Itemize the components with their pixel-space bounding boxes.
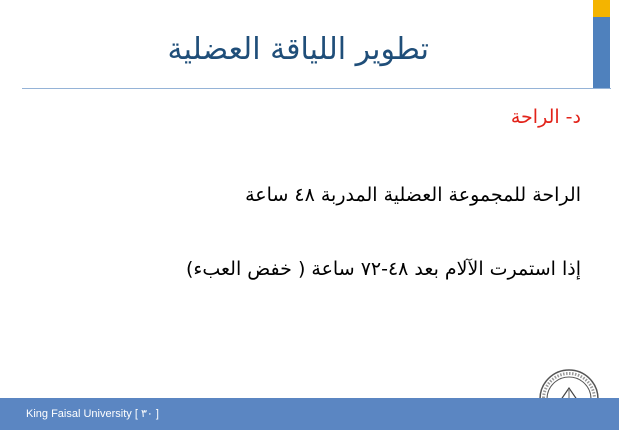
- accent-bar: [593, 17, 610, 88]
- slide-title: تطوير اللياقة العضلية: [167, 32, 429, 67]
- accent-bar-top: [593, 0, 610, 17]
- footer-bar: [0, 398, 619, 430]
- paragraph-1: الراحة للمجموعة العضلية المدربة ٤٨ ساعة: [245, 184, 581, 206]
- title-divider: [22, 88, 611, 89]
- slide-content: [21, 106, 581, 280]
- section-subheading: د- الراحة: [510, 106, 581, 128]
- footer-text: King Faisal University [ ٣٠ ]: [26, 408, 159, 420]
- paragraph-2: إذا استمرت الآلام بعد ٤٨-٧٢ ساعة ( خفض العبء): [186, 258, 581, 280]
